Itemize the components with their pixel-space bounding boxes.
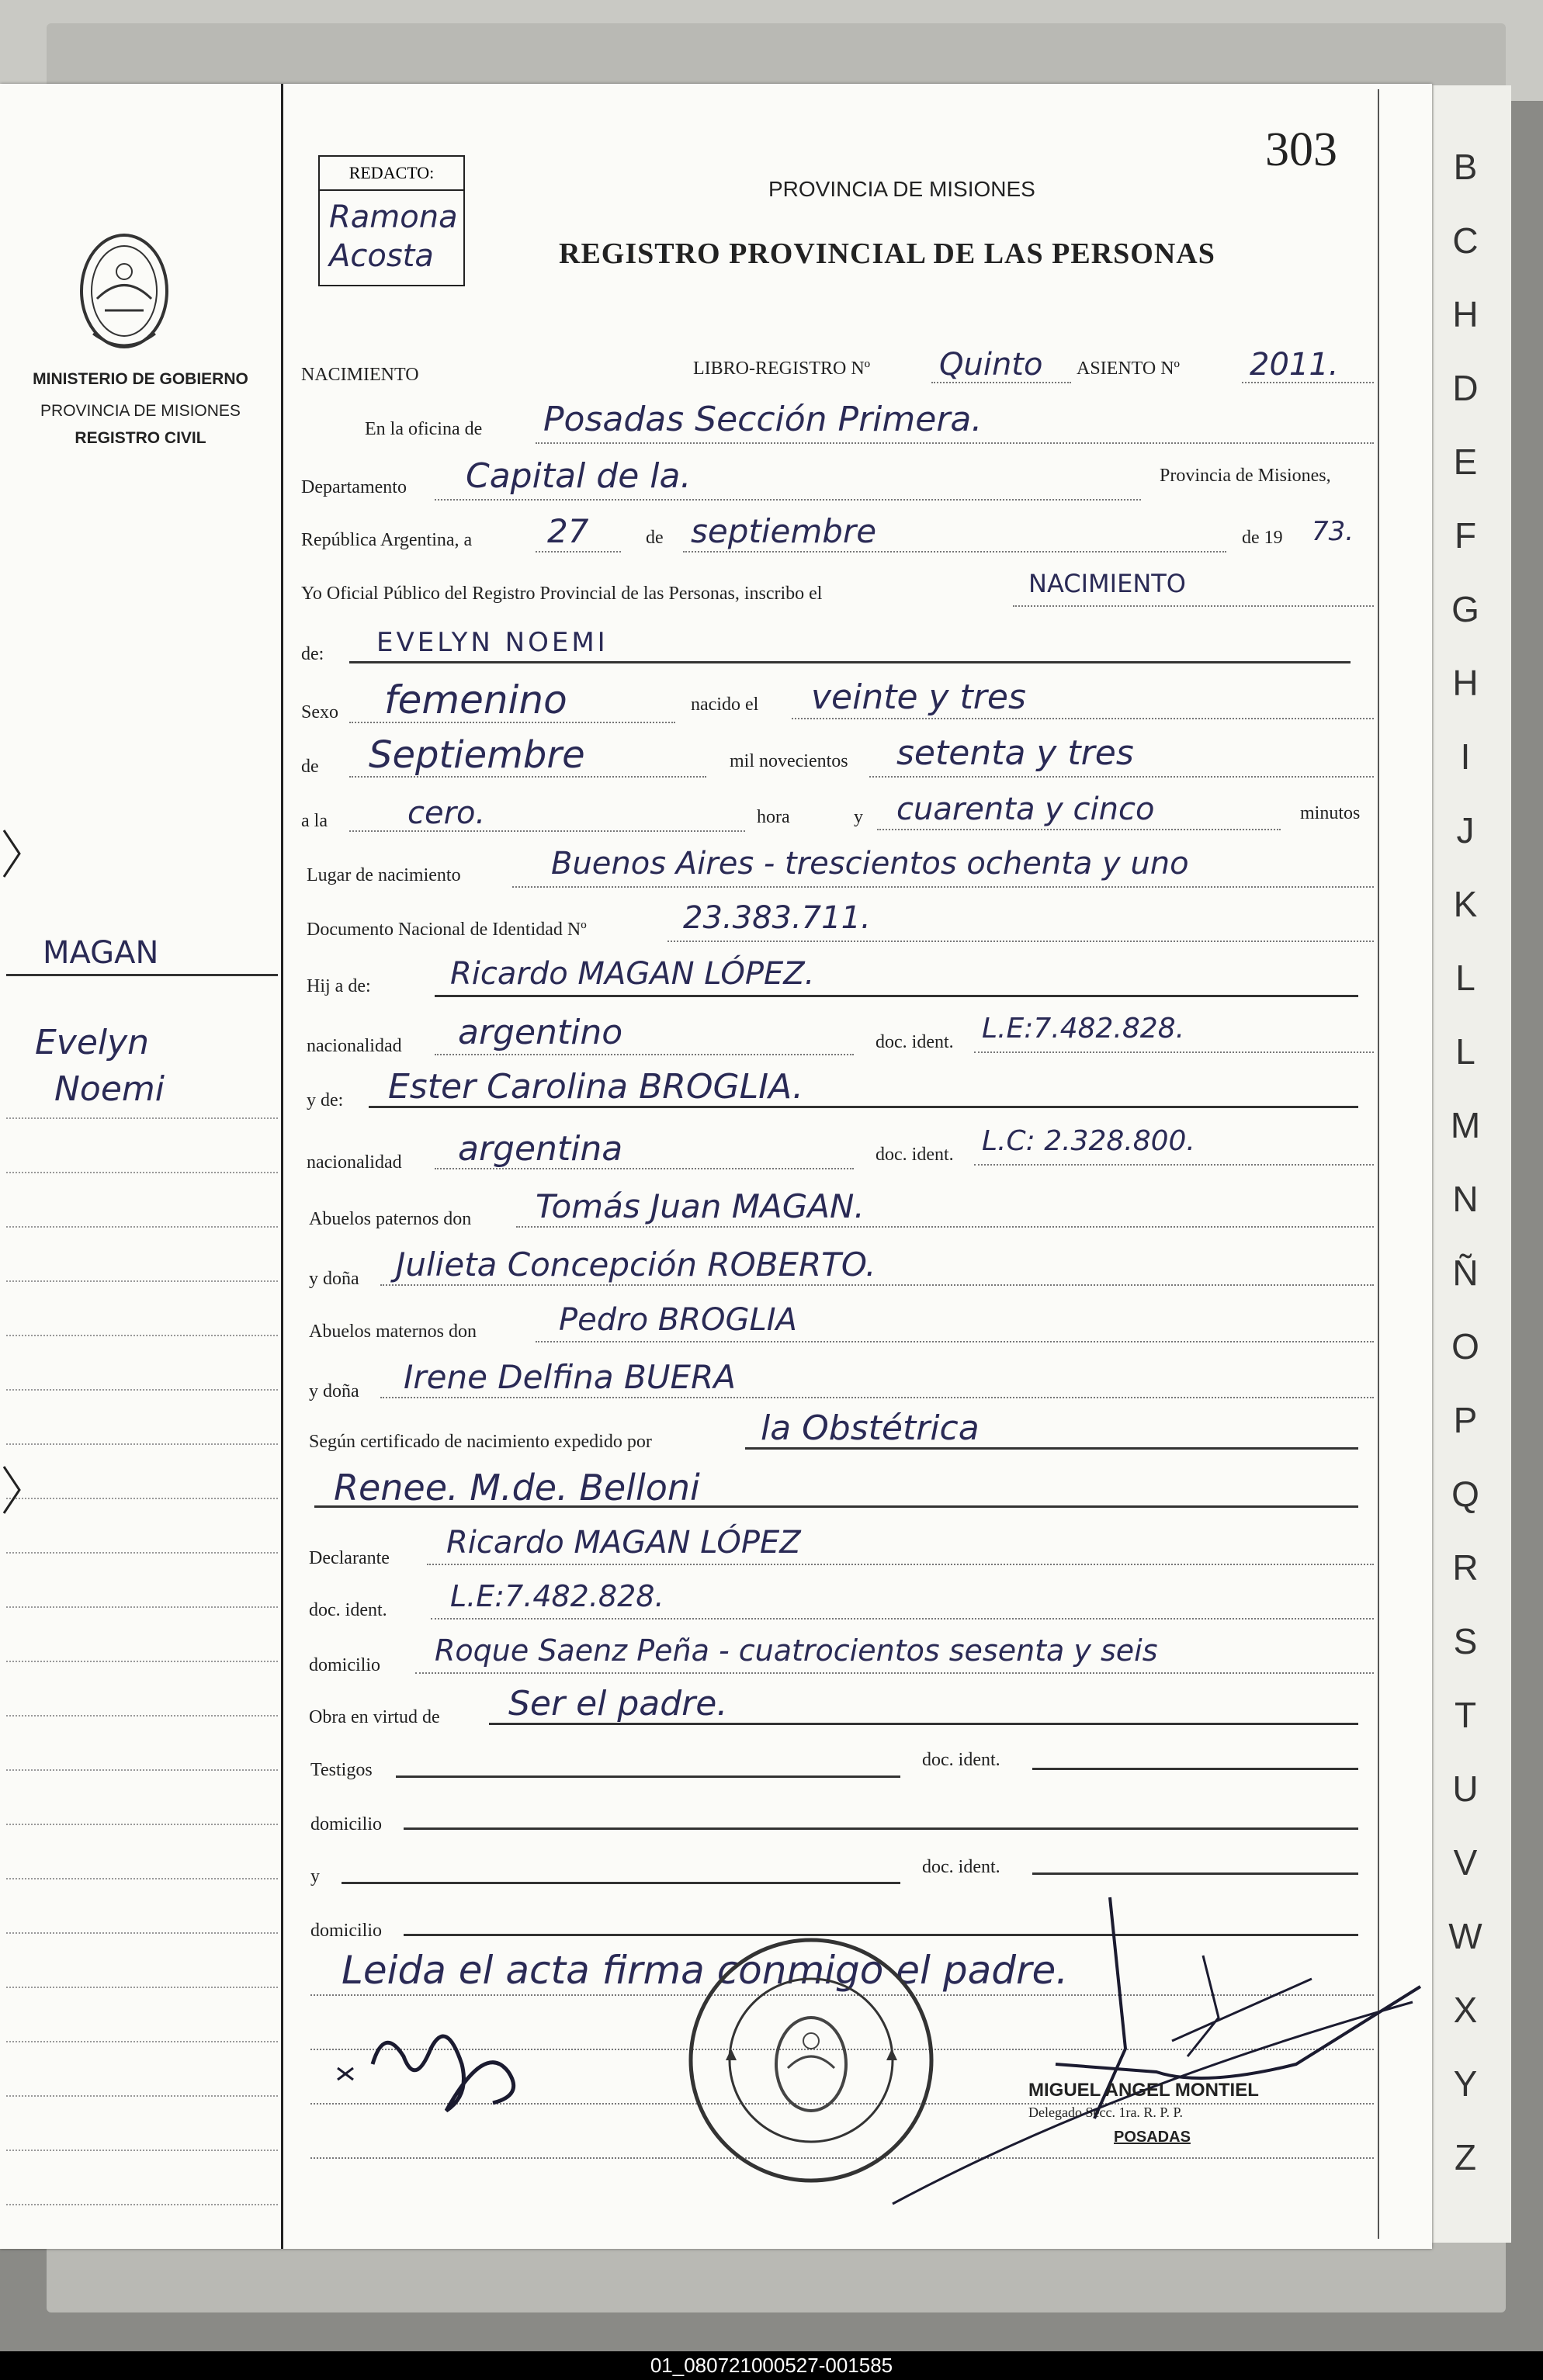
nac1-dots — [435, 1054, 854, 1055]
segun-line2 — [314, 1505, 1358, 1508]
libro-value: Quinto — [939, 347, 1043, 383]
de-label: de — [646, 528, 664, 548]
anio-nac-dots — [869, 776, 1374, 778]
domicilio-value: Roque Saenz Peña - cuatrocientos sesenta y seis — [435, 1633, 1158, 1668]
declarant-signature-icon — [330, 1994, 578, 2126]
abuela-m-dots — [380, 1397, 1374, 1398]
official-place: POSADAS — [1114, 2129, 1191, 2146]
minutos-label: minutos — [1300, 803, 1361, 823]
declarante-value: Ricardo MAGAN LÓPEZ — [446, 1525, 801, 1561]
index-tab-f[interactable]: F — [1454, 515, 1477, 556]
republica-label: República Argentina, a — [301, 530, 473, 550]
index-tab-o[interactable]: O — [1451, 1326, 1479, 1367]
mes-nac-value: Septiembre — [369, 733, 585, 777]
index-tab-h[interactable]: H — [1452, 663, 1479, 703]
declarante-label: Declarante — [309, 1548, 390, 1568]
doc1-value: L.E:7.482.828. — [982, 1013, 1185, 1044]
libro-dots — [931, 382, 1071, 383]
margin-line — [6, 1661, 278, 1662]
nombre-line — [349, 661, 1351, 663]
lugar-value: Buenos Aires - trescientos ochenta y uno — [551, 846, 1189, 882]
index-tab-h[interactable]: H — [1452, 294, 1479, 334]
libro-label: LIBRO-REGISTRO Nº — [693, 359, 871, 379]
index-tab-v[interactable]: V — [1453, 1842, 1478, 1883]
y-label: y — [854, 807, 863, 827]
index-tab-j[interactable]: J — [1456, 810, 1475, 850]
y2-label: y — [310, 1866, 320, 1886]
redacto-name1: Ramona — [329, 199, 458, 235]
doc1-label: doc. ident. — [876, 1032, 954, 1052]
mes-nac-dots — [349, 776, 706, 778]
hora-value: cero. — [407, 795, 486, 831]
lugar-label: Lugar de nacimiento — [307, 865, 461, 885]
doc2-dots — [974, 1164, 1374, 1166]
domicilio-label: domicilio — [309, 1655, 380, 1675]
official-signature-icon — [877, 1893, 1436, 2219]
anio-nac-value: setenta y tres — [896, 733, 1134, 773]
margin-line — [6, 2204, 278, 2205]
index-tab-m[interactable]: M — [1450, 1105, 1481, 1145]
provincial-emblem-icon — [74, 225, 175, 357]
nacido-value: veinte y tres — [811, 677, 1026, 717]
anio-label: de 19 — [1242, 528, 1283, 548]
nac2-value: argentina — [458, 1129, 623, 1169]
index-tab-c[interactable]: C — [1452, 220, 1479, 261]
margin-line — [6, 1335, 278, 1336]
nac1-value: argentino — [458, 1013, 623, 1052]
index-tab-k[interactable]: K — [1453, 884, 1478, 924]
domicilio2-label: domicilio — [310, 1814, 382, 1834]
margin-surname: MAGAN — [43, 935, 159, 971]
page-number: 303 — [1265, 123, 1337, 176]
province-heading: PROVINCIA DE MISIONES — [768, 177, 1035, 201]
doc1-dots — [974, 1051, 1374, 1053]
hora-label: hora — [757, 807, 790, 827]
oficial-label: Yo Oficial Público del Registro Provincial de las Personas, inscribo el — [301, 584, 823, 604]
y2-line — [342, 1882, 900, 1884]
provincia-label: Provincia de Misiones, — [1160, 466, 1331, 486]
index-tab-e[interactable]: E — [1453, 442, 1478, 482]
index-tab-d[interactable]: D — [1452, 368, 1479, 408]
madre-line — [369, 1106, 1358, 1108]
margin-line — [6, 1498, 278, 1499]
asiento-label: ASIENTO Nº — [1077, 359, 1180, 379]
margin-line — [6, 1226, 278, 1228]
margin-line — [6, 1280, 278, 1282]
mes-dots — [683, 551, 1226, 553]
dona1-label: y doña — [309, 1269, 359, 1289]
index-tab-w[interactable]: W — [1448, 1916, 1482, 1956]
margin-line — [6, 1987, 278, 1988]
doc5-label: doc. ident. — [922, 1857, 1000, 1877]
ministry-line2: PROVINCIA DE MISIONES — [40, 402, 241, 420]
margin-tick-icon — [0, 823, 31, 885]
index-tab-z[interactable]: Z — [1454, 2137, 1477, 2177]
abuela-p-value: Julieta Concepción ROBERTO. — [396, 1245, 876, 1284]
nac1-label: nacionalidad — [307, 1036, 402, 1056]
redacto-name2: Acosta — [329, 238, 434, 274]
segun-label: Según certificado de nacimiento expedido por — [309, 1432, 652, 1452]
abuelos-m-label: Abuelos maternos don — [309, 1322, 477, 1342]
nacimiento-label: NACIMIENTO — [301, 365, 419, 385]
oficina-label: En la oficina de — [365, 419, 483, 439]
sexo-dots — [349, 722, 675, 723]
hora-dots — [349, 830, 745, 832]
segun-value: la Obstétrica — [761, 1408, 980, 1448]
redacto-box — [318, 155, 465, 286]
margin-given2: Noemi — [54, 1069, 165, 1109]
departamento-value: Capital de la. — [466, 456, 692, 496]
domicilio-dots — [415, 1672, 1374, 1674]
minutos-value: cuarenta y cinco — [896, 792, 1155, 827]
yde-label: y de: — [307, 1090, 344, 1110]
margin-line — [6, 1606, 278, 1608]
sexo-label: Sexo — [301, 702, 338, 722]
index-tab-ñ[interactable]: Ñ — [1452, 1252, 1479, 1293]
index-tab-x[interactable]: X — [1453, 1990, 1478, 2030]
registry-heading: REGISTRO PROVINCIAL DE LAS PERSONAS — [559, 237, 1215, 270]
departamento-label: Departamento — [301, 477, 407, 497]
doc4-label: doc. ident. — [922, 1750, 1000, 1770]
oficina-value: Posadas Sección Primera. — [543, 400, 983, 439]
margin-line — [6, 1824, 278, 1825]
ministry-line3: REGISTRO CIVIL — [75, 429, 206, 447]
nac2-label: nacionalidad — [307, 1152, 402, 1173]
margin-line — [6, 2041, 278, 2042]
margin-surname-line — [6, 974, 278, 976]
leida-text: Leida el acta firma conmigo el padre. — [342, 1948, 1069, 1993]
departamento-dots — [435, 499, 1141, 501]
sexo-value: femenino — [384, 677, 567, 722]
margin-line — [6, 1552, 278, 1554]
ministry-line1: MINISTERIO DE GOBIERNO — [33, 370, 248, 388]
de-label3: de — [301, 757, 319, 777]
margin-line — [6, 1715, 278, 1717]
lugar-dots — [512, 886, 1374, 888]
madre-value: Ester Carolina BROGLIA. — [388, 1067, 803, 1107]
segun-line — [745, 1447, 1358, 1450]
index-tab-l[interactable]: L — [1455, 958, 1475, 998]
anio-value: 73. — [1312, 516, 1354, 547]
margin-line — [6, 1878, 278, 1879]
dni-value: 23.383.711. — [683, 900, 871, 936]
abuelo-m-value: Pedro BROGLIA — [559, 1302, 797, 1338]
index-tab-l[interactable]: L — [1455, 1031, 1475, 1072]
margin-line — [6, 2095, 278, 2097]
padre-line — [435, 995, 1358, 997]
testigos-line — [396, 1775, 900, 1778]
minutos-dots — [877, 829, 1281, 830]
abuelo-p-value: Tomás Juan MAGAN. — [536, 1187, 865, 1225]
dni-label: Documento Nacional de Identidad Nº — [307, 920, 587, 940]
margin-line — [6, 1769, 278, 1771]
index-tab-i[interactable]: I — [1460, 736, 1471, 777]
margin-line — [6, 1389, 278, 1391]
margin-line — [6, 2150, 278, 2151]
official-name: MIGUEL ANGEL MONTIEL — [1028, 2080, 1259, 2101]
abuelo-p-dots — [516, 1226, 1374, 1228]
index-tab-r[interactable]: R — [1452, 1547, 1479, 1588]
nombre-value: EVELYN NOEMI — [376, 627, 609, 658]
margin-line — [6, 1932, 278, 1934]
nacido-dots — [792, 718, 1374, 719]
oficial-value: NACIMIENTO — [1028, 569, 1186, 598]
declarante-dots — [427, 1564, 1374, 1565]
segun-value2: Renee. M.de. Belloni — [334, 1467, 700, 1509]
doc3-value: L.E:7.482.828. — [450, 1579, 664, 1613]
index-tab-u[interactable]: U — [1452, 1769, 1479, 1809]
nacido-label: nacido el — [691, 695, 759, 715]
index-tab-s[interactable]: S — [1453, 1621, 1478, 1661]
official-signature-block — [1028, 2080, 1259, 2146]
margin-line — [6, 1117, 278, 1119]
nac2-dots — [435, 1168, 854, 1169]
abuelo-m-dots — [536, 1341, 1374, 1342]
hijo-label: Hij a de: — [307, 976, 371, 996]
abuela-p-dots — [380, 1284, 1374, 1286]
oficina-dots — [536, 442, 1374, 444]
asiento-dots — [1242, 382, 1374, 383]
margin-given1: Evelyn — [35, 1023, 150, 1062]
obra-line — [489, 1723, 1358, 1725]
doc4-line — [1032, 1768, 1358, 1770]
redacto-label: REDACTO: — [320, 157, 463, 191]
dia-value: 27 — [547, 512, 589, 550]
de-label2: de: — [301, 644, 324, 664]
a-la-label: a la — [301, 811, 328, 831]
doc5-line — [1032, 1872, 1358, 1875]
dia-dots — [536, 551, 621, 553]
doc3-label: doc. ident. — [309, 1600, 387, 1620]
official-title: Delegado Secc. 1ra. R. P. P. — [1028, 2105, 1183, 2120]
index-tab-q[interactable]: Q — [1451, 1474, 1479, 1514]
dona2-label: y doña — [309, 1381, 359, 1401]
dni-dots — [667, 941, 1374, 942]
image-id-footer: 01_080721000527-001585 — [0, 2351, 1543, 2380]
abuela-m-value: Irene Delfina BUERA — [404, 1358, 736, 1396]
doc2-value: L.C: 2.328.800. — [982, 1125, 1195, 1157]
mes-value: septiembre — [691, 512, 877, 550]
margin-line — [6, 1172, 278, 1173]
index-tab-p[interactable]: P — [1453, 1400, 1478, 1440]
domicilio2-line — [404, 1827, 1358, 1830]
index-tab-b[interactable]: B — [1453, 147, 1478, 187]
index-tab-y[interactable]: Y — [1453, 2063, 1478, 2104]
doc3-dots — [431, 1618, 1374, 1620]
asiento-value: 2011. — [1250, 347, 1339, 383]
index-tab-t[interactable]: T — [1454, 1695, 1477, 1735]
obra-value: Ser el padre. — [508, 1684, 728, 1724]
index-tab-g[interactable]: G — [1451, 589, 1479, 629]
padre-value: Ricardo MAGAN LÓPEZ. — [450, 956, 815, 992]
doc2-label: doc. ident. — [876, 1145, 954, 1165]
obra-label: Obra en virtud de — [309, 1707, 440, 1727]
testigos-label: Testigos — [310, 1760, 373, 1780]
mil-label: mil novecientos — [730, 751, 848, 771]
index-tab-n[interactable]: N — [1452, 1179, 1479, 1219]
margin-line — [6, 1443, 278, 1445]
margin-tick-icon-2 — [0, 1459, 31, 1521]
abuelos-p-label: Abuelos paternos don — [309, 1209, 472, 1229]
oficial-dots — [1013, 605, 1374, 607]
official-seal-icon — [683, 1932, 939, 2188]
domicilio3-label: domicilio — [310, 1921, 382, 1941]
